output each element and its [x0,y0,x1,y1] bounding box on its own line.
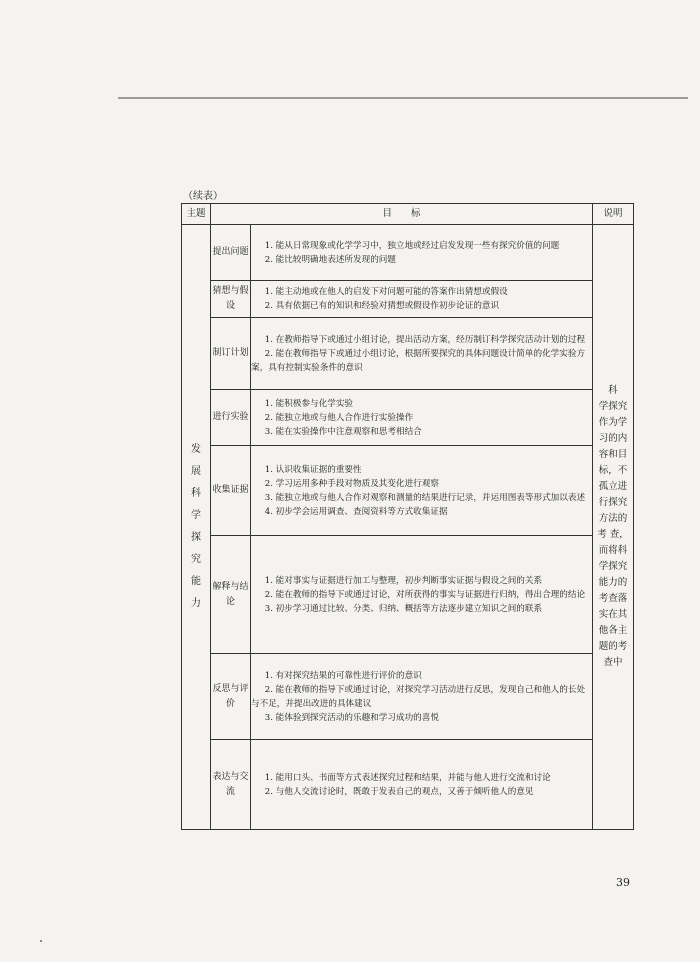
goal-item: 2. 具有依据已有的知识和经验对猜想或假设作初步论证的意识 [264,301,500,311]
goal-item: 2. 能独立地或与他人合作进行实验操作 [264,412,414,423]
scan-speck [40,940,42,942]
goal-cell [251,536,593,654]
note-line: 行探究 [598,497,628,508]
table-body [182,225,634,830]
goal-item: 1. 能从日常现象或化学学习中，独立地或经过启发发现一些有探究价值的问题 [264,240,560,251]
table-row [182,446,634,536]
theme-char: 发 [191,444,201,455]
goal-cell [251,281,593,318]
note-line: 作为学 [598,417,628,428]
note-line: 考 查， [597,529,629,540]
theme-cell [182,225,211,830]
theme-char: 力 [191,598,201,609]
table-row [182,281,634,318]
goal-item: 2. 能在教师的指导下或通过讨论，对探究学习活动进行反思，发现自己和他人的长处与不足，并提出改进的具体建议 [251,684,586,709]
note-line: 习的内 [598,433,628,444]
note-line: 学探究 [598,561,628,572]
goal-item: 2. 能比较明确地表述所发现的问题 [264,254,396,265]
goal-item: 2. 能在教师指导下或通过小组讨论，根据所要探究的具体问题设计简单的化学实验方案，具有控制实验条件的意识 [251,348,586,373]
note-line: 容和目 [598,449,628,460]
goal-cell [251,446,593,536]
theme-char: 科 [191,488,201,499]
goal-cell [251,225,593,281]
sub-theme-cell: 表达与交流 [211,740,251,830]
goals-table [181,203,634,830]
page-number: 39 [616,876,630,889]
note-line: 标，不 [598,465,628,476]
note-line: 题的考 [598,641,628,652]
goal-cell [251,390,593,446]
theme-char: 探 [191,532,201,543]
header-theme: 主题 [182,204,211,225]
goal-item: 1. 认识收集证据的重要性 [264,464,362,475]
table-row [182,390,634,446]
note-line: 学探究 [598,401,628,412]
table-row [182,536,634,654]
goal-item: 4. 初步学会运用调查、查阅资料等方式收集证据 [264,506,448,517]
goal-item: 1. 能积极参与化学实验 [264,398,354,409]
goal-item: 3. 能体验到探究活动的乐趣和学习成功的喜悦 [264,712,439,723]
header-rule [118,97,688,99]
header-goal: 目 标 [211,204,593,225]
continued-label: （续表） [183,191,223,202]
sub-theme-cell: 收集证据 [211,446,251,536]
note-line: 实在其 [598,609,628,620]
goal-item: 1. 能主动地或在他人的启发下对问题可能的答案作出猜想或假设 [264,287,508,297]
goal-item: 2. 能在教师的指导下或通过讨论，对所获得的事实与证据进行归纳，得出合理的结论 [264,589,586,600]
sub-theme-cell: 猜想与假设 [211,281,251,318]
table-row [182,740,634,830]
goal-item: 3. 能独立地或与他人合作对观察和测量的结果进行记录，并运用图表等形式加以表述 [264,492,586,503]
table-row [182,318,634,390]
sub-theme-cell: 解释与结论 [211,536,251,654]
goal-item: 3. 初步学习通过比较、分类、归纳、概括等方法逐步建立知识之间的联系 [264,603,543,614]
table-row [182,225,634,281]
goal-item: 1. 有对探究结果的可靠性进行评价的意识 [264,670,422,681]
goal-item: 3. 能在实验操作中注意观察和思考相结合 [264,426,422,437]
goal-cell [251,654,593,740]
goal-cell [251,740,593,830]
note-line: 考查落 [598,593,628,604]
note-line: 能力的 [598,577,628,588]
table-header-row [182,204,634,225]
theme-char: 学 [191,510,201,521]
sub-theme-cell: 提出问题 [211,225,251,281]
goal-item: 1. 能用口头、书面等方式表述探究过程和结果，并能与他人进行交流和讨论 [264,772,551,783]
sub-theme-cell: 反思与评价 [211,654,251,740]
goal-item: 2. 与他人交流讨论时，既敢于发表自己的观点，又善于倾听他人的意见 [264,786,534,797]
theme-char: 能 [191,576,201,587]
theme-char: 究 [191,554,201,565]
note-line: 科 [608,385,618,396]
goal-item: 2. 学习运用多种手段对物质及其变化进行观察 [264,478,439,489]
goal-item: 1. 能对事实与证据进行加工与整理，初步判断事实证据与假设之间的关系 [264,575,543,586]
theme-char: 展 [191,466,201,477]
sub-theme-cell: 制订计划 [211,318,251,390]
table-row [182,654,634,740]
note-cell [593,225,634,830]
goal-item: 1. 在教师指导下或通过小组讨论，提出活动方案，经历制订科学探究活动计划的过程 [264,334,586,345]
header-note: 说明 [593,204,634,225]
note-line: 孤立进 [598,481,628,492]
note-line: 他各主 [598,625,628,636]
goal-cell [251,318,593,390]
note-line: 查中 [603,657,623,668]
sub-theme-cell: 进行实验 [211,390,251,446]
note-line: 而将科 [598,545,628,556]
note-line: 方法的 [598,513,628,524]
